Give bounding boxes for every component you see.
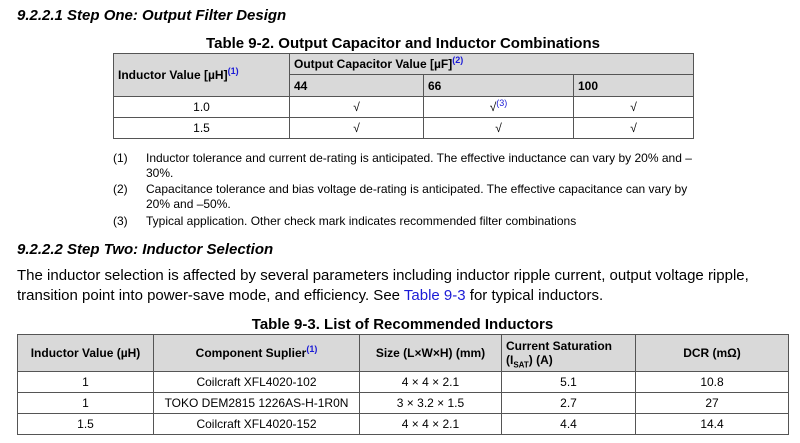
- check-mark-cell: √: [290, 118, 424, 139]
- check-mark-cell: √: [424, 118, 574, 139]
- column-header-66: 66: [424, 75, 574, 97]
- recommended-inductors-table: [17, 334, 789, 435]
- inductor-cell: 1.5: [18, 414, 154, 435]
- capacitor-inductor-table: [113, 53, 694, 139]
- isat-cell: 2.7: [502, 393, 636, 414]
- inductor-cell: 1.0: [114, 97, 290, 118]
- dcr-cell: 27: [636, 393, 789, 414]
- table-9-2-caption: Table 9-2. Output Capacitor and Inductor Combinations: [206, 35, 600, 52]
- isat-cell: 5.1: [502, 372, 636, 393]
- component-supplier-header: Component Suplier$^{(1)}$: [154, 335, 360, 372]
- inductor-cell: 1.5: [114, 118, 290, 139]
- dcr-cell: 10.8: [636, 372, 789, 393]
- footnote-ref-1[interactable]: (1): [306, 344, 318, 354]
- check-mark-cell: √: [574, 97, 694, 118]
- size-cell: 4 × 4 × 2.1: [360, 372, 502, 393]
- inductor-cell: 1: [18, 393, 154, 414]
- check-mark-cell: √: [574, 118, 694, 139]
- supplier-cell: Coilcraft XFL4020-152: [154, 414, 360, 435]
- capacitor-value-header: Output Capacitor Value $[\mu F]^{(2)}$: [290, 54, 694, 75]
- inductor-value-header: Inductor Value (µH): [18, 335, 154, 372]
- column-header-44: 44: [290, 75, 424, 97]
- footnote-ref-1[interactable]: (1): [227, 66, 239, 76]
- size-cell: 4 × 4 × 2.1: [360, 414, 502, 435]
- inductor-selection-paragraph: The inductor selection is affected by several parameters including inductor ripple current, output voltage ripple, transition point into power-save mode, and efficiency. See Table 9-3 for typical inductors.: [17, 267, 749, 304]
- table-9-3-caption: Table 9-3. List of Recommended Inductors: [251, 316, 554, 333]
- inductor-cell: 1: [18, 372, 154, 393]
- check-mark-cell: √: [290, 97, 424, 118]
- check-mark-cell: √$^{(3)}$: [424, 97, 574, 118]
- section-heading-step-two: 9.2.2.2 Step Two: Inductor Selection: [17, 241, 274, 258]
- size-cell: 3 × 3.2 × 1.5: [360, 393, 502, 414]
- current-saturation-header: Current Saturation $(I_{SAT})$ (A): [502, 335, 636, 372]
- size-header: Size (L×W×H) (mm): [360, 335, 502, 372]
- table-row: [18, 372, 789, 393]
- table-row: [18, 414, 789, 435]
- column-header-100: 100: [574, 75, 694, 97]
- footnote-ref-2[interactable]: (2): [452, 55, 464, 65]
- table-row: [114, 97, 694, 118]
- table-row: [18, 393, 789, 414]
- table-9-3-link[interactable]: Table 9-3: [403, 287, 466, 304]
- dcr-header: DCR (mΩ): [636, 335, 789, 372]
- footnote-ref-3[interactable]: (3): [496, 98, 508, 108]
- section-heading-step-one: 9.2.2.1 Step One: Output Filter Design: [17, 7, 287, 24]
- isat-cell: 4.4: [502, 414, 636, 435]
- supplier-cell: TOKO DEM2815 1226AS-H-1R0N: [154, 393, 360, 414]
- table-row: [114, 118, 694, 139]
- inductor-value-header: Inductor Value $[\mu H]^{(1)}$: [114, 54, 290, 97]
- dcr-cell: 14.4: [636, 414, 789, 435]
- supplier-cell: Coilcraft XFL4020-102: [154, 372, 360, 393]
